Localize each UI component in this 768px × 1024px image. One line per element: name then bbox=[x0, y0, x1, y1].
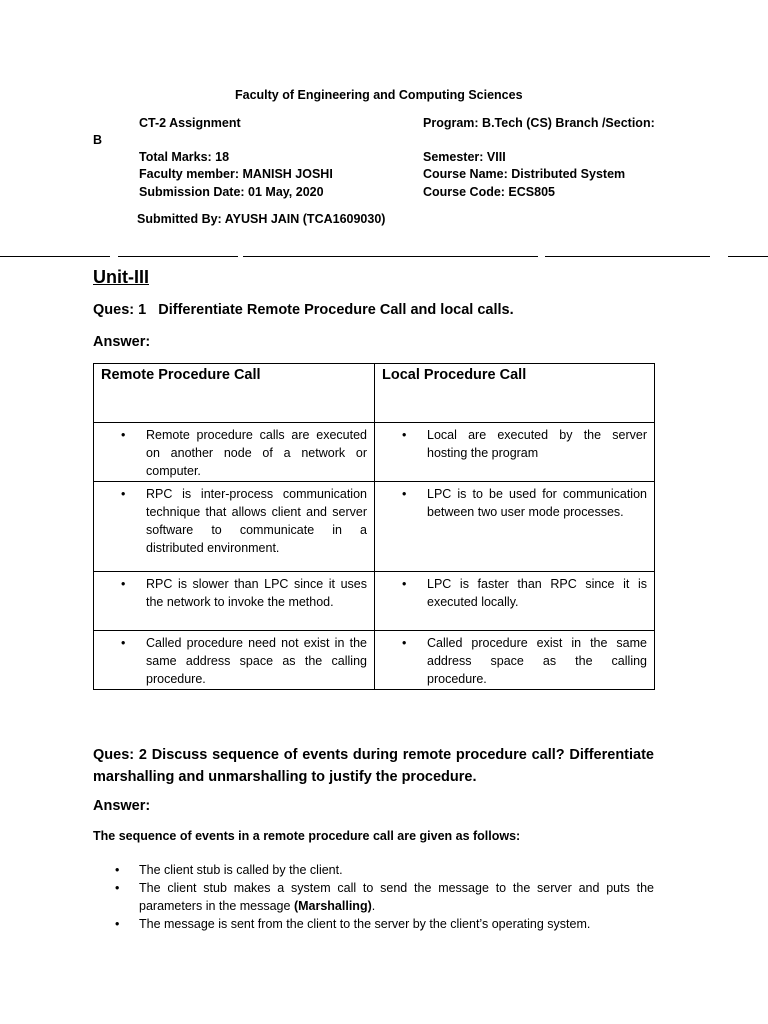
events-intro: The sequence of events in a remote procedure call are given as follows: bbox=[93, 829, 521, 843]
lpc-cell: Called procedure exist in the same address space as the calling procedure. bbox=[427, 636, 647, 686]
bullet-icon: • bbox=[121, 636, 126, 650]
header-divider-segment bbox=[728, 256, 768, 257]
bullet-icon: • bbox=[115, 917, 120, 931]
faculty-member: Faculty member: MANISH JOSHI bbox=[139, 167, 333, 181]
list-item: • The message is sent from the client to the server by the client’s operating system. bbox=[115, 917, 591, 931]
header-divider-segment bbox=[545, 256, 710, 257]
header-divider-segment bbox=[0, 256, 110, 257]
lpc-cell: LPC is faster than RPC since it is executed locally. bbox=[427, 577, 647, 609]
answer-1-label: Answer: bbox=[93, 334, 151, 350]
table-row bbox=[94, 423, 655, 482]
program-label: Program: B.Tech (CS) Branch /Section: bbox=[423, 116, 655, 130]
submitted-by: Submitted By: AYUSH JAIN (TCA1609030) bbox=[137, 212, 386, 226]
bullet-icon: • bbox=[121, 577, 126, 591]
bullet-icon: • bbox=[115, 881, 120, 895]
submission-date: Submission Date: 01 May, 2020 bbox=[139, 185, 324, 199]
list-item: • The client stub is called by the client. bbox=[115, 863, 343, 877]
rpc-cell: RPC is inter-process communication technique that allows client and server software to communicate in a distributed environment. bbox=[146, 487, 367, 555]
semester: Semester: VIII bbox=[423, 150, 506, 164]
list-item: • The client stub makes a system call to send the message to the server and puts the parameters in the message (Marshalling). bbox=[115, 881, 654, 913]
unit-title: Unit-III bbox=[93, 267, 149, 287]
header-divider-segment bbox=[118, 256, 238, 257]
course-name: Course Name: Distributed System bbox=[423, 167, 626, 181]
table-header-row bbox=[94, 364, 655, 423]
bullet-icon: • bbox=[115, 863, 120, 877]
bullet-icon: • bbox=[402, 428, 407, 442]
events-list bbox=[93, 861, 654, 933]
bullet-icon: • bbox=[402, 636, 407, 650]
header-divider-segment bbox=[243, 256, 538, 257]
rpc-cell: Called procedure need not exist in the same address space as the calling procedure. bbox=[146, 636, 367, 686]
bullet-icon: • bbox=[402, 487, 407, 501]
lpc-cell: LPC is to be used for communication between two user mode processes. bbox=[427, 487, 647, 519]
table-row bbox=[94, 631, 655, 690]
answer-2-label: Answer: bbox=[93, 798, 151, 814]
course-code: Course Code: ECS805 bbox=[423, 185, 555, 199]
question-2: Ques: 2 Discuss sequence of events during remote procedure call? Differentiate marshalling and unmarshalling to justify the procedure. bbox=[93, 747, 654, 785]
question-1: Ques: 1 Differentiate Remote Procedure Call and local calls. bbox=[93, 302, 514, 318]
comparison-table bbox=[93, 363, 655, 690]
table-row bbox=[94, 572, 655, 631]
bullet-icon: • bbox=[121, 487, 126, 501]
header-rpc: Remote Procedure Call bbox=[94, 364, 375, 423]
faculty-title: Faculty of Engineering and Computing Sciences bbox=[235, 88, 523, 102]
table-row bbox=[94, 482, 655, 572]
rpc-cell: Remote procedure calls are executed on another node of a network or computer. bbox=[146, 428, 367, 478]
marshalling-note: (Marshalling) bbox=[293, 899, 372, 913]
bullet-icon: • bbox=[121, 428, 126, 442]
total-marks: Total Marks: 18 bbox=[139, 150, 230, 164]
header-lpc: Local Procedure Call bbox=[375, 364, 655, 423]
assignment-label: CT-2 Assignment bbox=[139, 116, 241, 130]
section-value: B bbox=[93, 133, 103, 147]
rpc-cell: RPC is slower than LPC since it uses the network to invoke the method. bbox=[146, 577, 367, 609]
bullet-icon: • bbox=[402, 577, 407, 591]
lpc-cell: Local are executed by the server hosting the program bbox=[427, 428, 647, 460]
